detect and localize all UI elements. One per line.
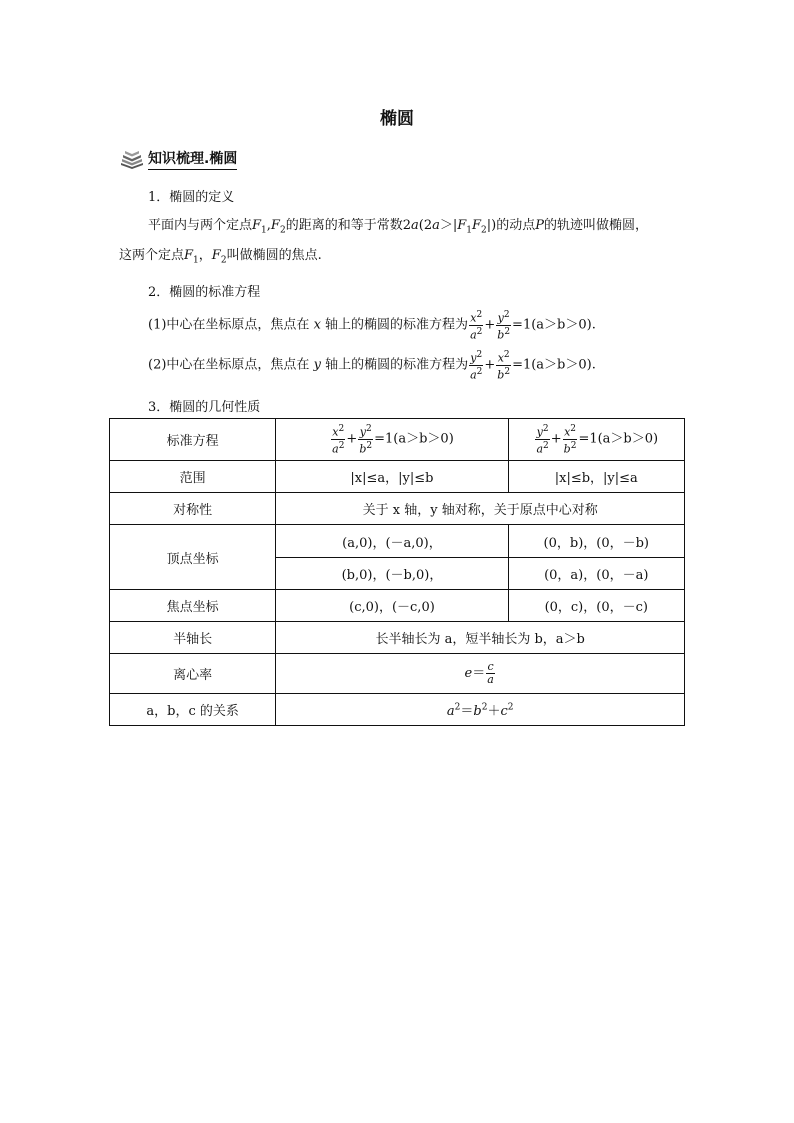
equation-y-axis: (2)中心在坐标原点，焦点在 y 轴上的椭圆的标准方程为 $\frac{y^2}{a^2}$ + $\frac{x^2}{b^2}$ =1(a＞b＞0). xyxy=(148,350,596,382)
table-cell: (a,0)，(－a,0)， xyxy=(276,525,508,558)
row-label: 半轴长 xyxy=(110,622,276,654)
standard-equation-heading: 2．椭圆的标准方程 xyxy=(148,285,261,300)
table-row xyxy=(110,419,685,461)
relation-cell: $a^2=b^2+c^2$ xyxy=(276,694,685,726)
table-row xyxy=(110,461,685,493)
row-label: 范围 xyxy=(110,461,276,493)
row-label: 离心率 xyxy=(110,654,276,694)
table-row xyxy=(110,493,685,525)
section-header xyxy=(119,148,237,170)
table-cell: (0，b)，(0，－b) xyxy=(508,525,684,558)
table-cell: (0，c)，(0，－c) xyxy=(508,590,684,622)
page-title: 椭圆 xyxy=(380,109,414,129)
table-cell: (0，a)，(0，－a) xyxy=(508,558,684,590)
books-icon xyxy=(119,149,145,169)
definition-paragraph: 平面内与两个定点$F_1,F_2$的距离的和等于常数$2a(2a>|F_1F_2|)$的动点P的轨迹叫做椭圆， xyxy=(148,218,649,236)
geometric-properties-heading: 3．椭圆的几何性质 xyxy=(148,400,261,415)
definition-paragraph-cont: 这两个定点$F_1$，$F_2$叫做椭圆的焦点. xyxy=(119,248,322,266)
row-label: a，b，c 的关系 xyxy=(110,694,276,726)
section-label: 知识梳理.椭圆 xyxy=(148,148,237,170)
row-label: 标准方程 xyxy=(110,419,276,461)
table-cell: 长半轴长为 a，短半轴长为 b，a＞b xyxy=(276,622,685,654)
row-label: 焦点坐标 xyxy=(110,590,276,622)
table-cell: 关于 x 轴，y 轴对称，关于原点中心对称 xyxy=(276,493,685,525)
table-row xyxy=(110,525,685,558)
definition-heading: 1．椭圆的定义 xyxy=(148,190,235,205)
table-row xyxy=(110,654,685,694)
equation-cell: $\frac{x^2}{a^2}$ + $\frac{y^2}{b^2}$ =1(a＞b＞0) xyxy=(276,419,508,461)
table-cell: (c,0)，(－c,0) xyxy=(276,590,508,622)
equation-cell: $\frac{y^2}{a^2}$ + $\frac{x^2}{b^2}$ =1(a＞b＞0) xyxy=(508,419,684,461)
row-label: 顶点坐标 xyxy=(110,525,276,590)
row-label: 对称性 xyxy=(110,493,276,525)
table-row xyxy=(110,590,685,622)
table-row xyxy=(110,694,685,726)
equation-x-axis: (1)中心在坐标原点，焦点在 x 轴上的椭圆的标准方程为 $\frac{x^2}{a^2}$ + $\frac{y^2}{b^2}$ =1(a＞b＞0). xyxy=(148,310,596,342)
properties-table xyxy=(109,418,685,726)
table-cell: |x|≤a，|y|≤b xyxy=(276,461,508,493)
table-cell: (b,0)，(－b,0)， xyxy=(276,558,508,590)
eccentricity-cell: e＝ $\frac{c}{a}$ xyxy=(276,654,685,694)
table-cell: |x|≤b，|y|≤a xyxy=(508,461,684,493)
table-row xyxy=(110,622,685,654)
